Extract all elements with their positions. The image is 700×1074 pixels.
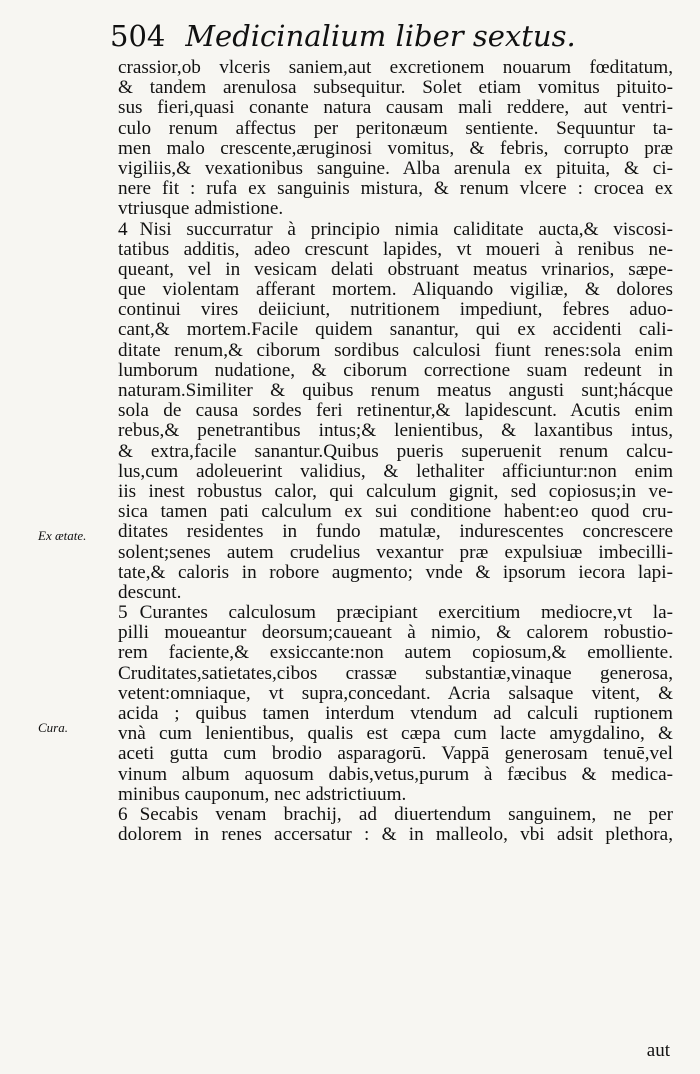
line-text: aceti gutta cum brodio asparagorū. Vappā generosam tenuē,vel — [118, 743, 673, 765]
text-line — [118, 442, 673, 462]
line-text: vinum album aquosum dabis,vetus,purum à fæcibus & medica- — [118, 763, 673, 785]
text-line — [118, 522, 673, 542]
line-text: men malo crescente,æruginosi vomitus, & febris, corrupto præ — [118, 137, 673, 159]
text-line — [118, 58, 673, 78]
text-line — [118, 482, 673, 502]
line-text: acida ; quibus tamen interdum vtendum ad calculi ruptionem — [118, 703, 673, 724]
paragraph-number: 6 — [118, 803, 128, 825]
text-line — [118, 825, 673, 845]
line-text: que violentam afferant mortem. Aliquando vigiliæ, & dolores — [118, 279, 673, 301]
line-text: solent;senes autem crudelius vexantur præ expulsiuæ imbecilli- — [118, 541, 673, 563]
line-text: ditates residentes in fundo matulæ, indurescentes concrescere — [118, 521, 673, 543]
line-text: Secabis venam brachij, ad diuertendum sanguinem, ne per — [139, 803, 673, 825]
catchword: aut — [646, 1040, 670, 1061]
line-text: cant,& mortem.Facile quidem sanantur, qui ex accidenti cali- — [118, 319, 673, 341]
text-line — [118, 462, 673, 482]
text-line — [118, 421, 673, 441]
line-text: naturam.Similiter & quibus renum meatus angusti sunt;hácque — [118, 380, 673, 401]
text-line — [118, 543, 673, 563]
line-text: lumborum nudatione, & ciborum correctione suam redeunt in — [118, 359, 673, 381]
line-text: vigiliis,& vexationibus sanguine. Alba arenula ex pituita, & ci- — [118, 157, 673, 179]
text-line — [118, 583, 673, 603]
text-line — [118, 260, 673, 280]
body-text — [118, 58, 673, 845]
paragraph-number: 5 — [118, 602, 128, 624]
text-line — [118, 139, 673, 159]
line-text: iis inest robustus calor, qui calculum gignit, sed copiosus;in ve- — [118, 480, 673, 502]
line-text: culo renum affectus per peritonæum sentiente. Sequuntur ta- — [118, 117, 673, 139]
text-line — [118, 381, 673, 401]
line-text: dolorem in renes accersatur : & in malleolo, vbi adsit plethora, — [118, 824, 673, 846]
line-text: minibus cauponum, nec adstrictiuum. — [118, 783, 407, 805]
line-text: Nisi succurratur à principio nimia caliditate aucta,& viscosi- — [139, 218, 673, 240]
margin-note-cura: Cura. — [38, 720, 68, 735]
line-text: & extra,facile sanantur.Quibus pueris superuenit renum calcu- — [118, 440, 673, 462]
text-line — [118, 78, 673, 98]
line-text: sus fieri,quasi conante natura causam mali reddere, aut ventri- — [118, 97, 673, 119]
text-line — [118, 785, 673, 805]
text-line — [118, 643, 673, 663]
text-line — [118, 179, 673, 199]
text-line — [118, 704, 673, 724]
text-line — [118, 240, 673, 260]
line-text: pilli moueantur deorsum;caueant à nimio, & calorem robustio- — [118, 622, 673, 644]
text-line — [118, 684, 673, 704]
text-line — [118, 502, 673, 522]
line-text: sola de causa sordes feri retinentur,& lapidescunt. Acutis enim — [118, 400, 673, 422]
text-line — [118, 563, 673, 583]
line-text: Cruditates,satietates,cibos crassæ substantiæ,vinaque generosa, — [118, 662, 673, 684]
line-text: & tandem arenulosa subsequitur. Solet etiam vomitus pituito- — [118, 77, 673, 99]
text-line — [118, 744, 673, 764]
line-text: tate,& caloris in robore augmento; vnde & ipsorum iecora lapi- — [118, 561, 673, 583]
text-line — [118, 220, 673, 240]
line-text: tatibus additis, adeo crescunt lapides, vt moueri à renibus ne- — [118, 238, 673, 260]
line-text: descunt. — [118, 581, 182, 603]
text-line — [118, 603, 673, 623]
running-title: Medicinalium liber sextus. — [185, 19, 576, 53]
line-text: Curantes calculosum præcipiant exercitium mediocre,vt la- — [139, 602, 673, 624]
line-text: vtriusque admistione. — [118, 198, 284, 220]
line-text: vetent:omniaque, vt supra,concedant. Acria salsaque vitent, & — [118, 682, 673, 704]
line-text: crassior,ob vlceris saniem,aut excretionem nouarum fœditatum, — [118, 57, 673, 78]
line-text: ditate renum,& ciborum sordibus calculosi fiunt renes:sola enim — [118, 339, 673, 361]
line-text: continui vires deiiciunt, nutritionem impediunt, febres aduo- — [118, 299, 673, 321]
text-line — [118, 361, 673, 381]
text-line — [118, 98, 673, 118]
text-line — [118, 805, 673, 825]
line-text: rebus,& penetrantibus intus;& lenientibus, & laxantibus intus, — [118, 420, 673, 442]
text-line — [118, 119, 673, 139]
text-line — [118, 280, 673, 300]
line-text: queant, vel in vesicam delati obstruant meatus vrinarios, sæpe- — [118, 258, 673, 280]
text-line — [118, 300, 673, 320]
text-line — [118, 401, 673, 421]
text-line — [118, 664, 673, 684]
text-line — [118, 320, 673, 340]
line-text: nere fit : rufa ex sanguinis mistura, & renum vlcere : crocea ex — [118, 178, 673, 200]
line-text: vnà cum lenientibus, qualis est cæpa cum lacte amygdalino, & — [118, 723, 673, 745]
margin-note-ex-aetate: Ex ætate. — [38, 528, 87, 543]
text-line — [118, 623, 673, 643]
text-line — [118, 724, 673, 744]
line-text: lus,cum adoleuerint validius, & lethaliter afficiuntur:non enim — [118, 460, 673, 482]
text-line — [118, 341, 673, 361]
text-line — [118, 199, 673, 219]
page-number: 504 — [110, 19, 166, 53]
text-line — [118, 159, 673, 179]
text-line — [118, 765, 673, 785]
paragraph-number: 4 — [118, 218, 128, 240]
line-text: rem faciente,& exsiccante:non autem copiosum,& emolliente. — [118, 642, 673, 664]
line-text: sica tamen pati calculum ex sui conditione habent:eo quod cru- — [118, 501, 673, 523]
